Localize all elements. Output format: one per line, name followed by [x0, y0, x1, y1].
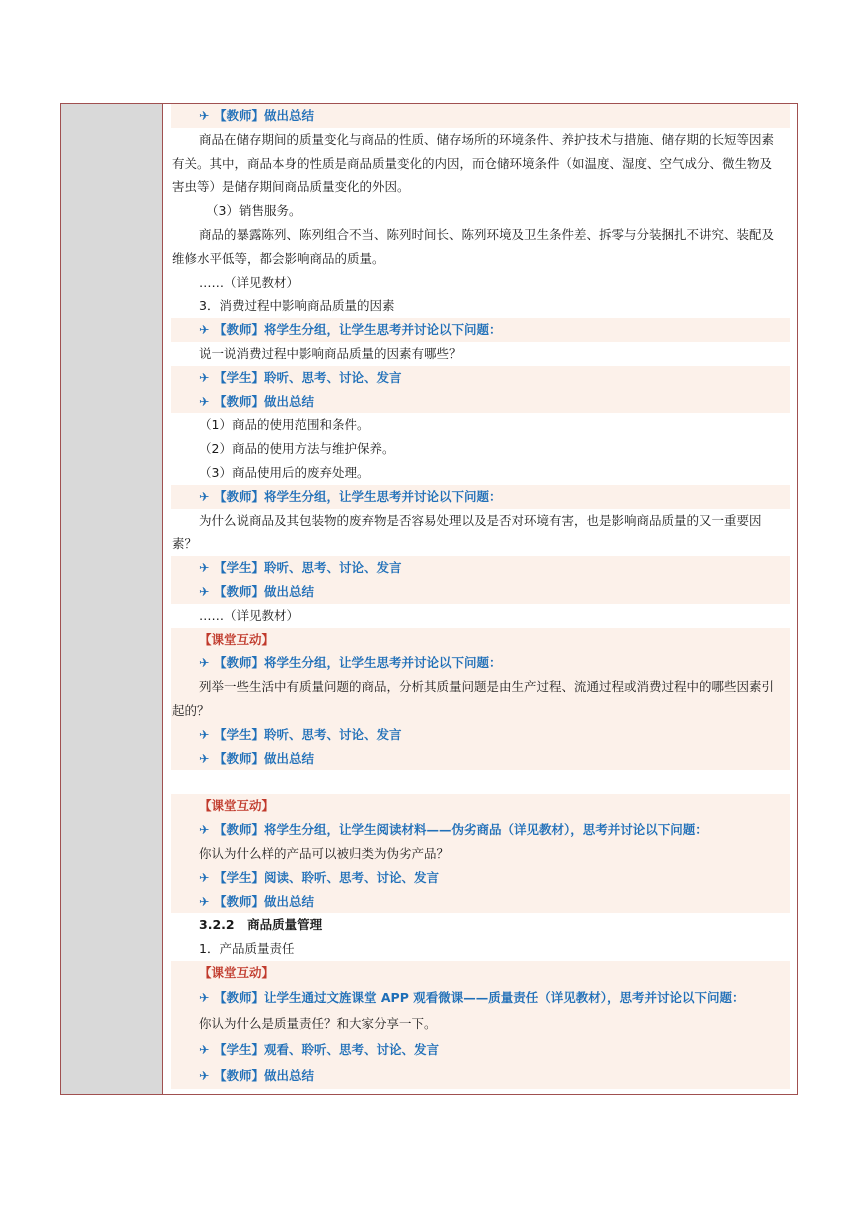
question-line: 为什么说商品及其包装物的废弃物是否容易处理以及是否对环境有害，也是影响商品质量的又一重要因	[199, 512, 762, 528]
list-item: （2）商品的使用方法与维护保养。	[199, 441, 395, 457]
student-activity-line: ✈ 【学生】观看、聆听、思考、讨论、发言	[171, 1037, 790, 1063]
plane-icon: ✈	[199, 869, 210, 885]
plane-icon: ✈	[199, 393, 210, 409]
student-activity-line: ✈ 【学生】聆听、思考、讨论、发言	[171, 723, 790, 747]
student-activity-line: ✈ 【学生】聆听、思考、讨论、发言	[171, 556, 790, 580]
teacher-instruction-line: ✈ 【教师】将学生分组，让学生思考并讨论以下问题：	[171, 485, 790, 509]
list-item: （3）销售服务。	[206, 203, 302, 219]
left-column-cell	[61, 104, 163, 1094]
teacher-instruction-line: ✈ 【教师】将学生分组，让学生阅读材料——伪劣商品（详见教材），思考并讨论以下问题：	[171, 818, 790, 842]
plane-icon: ✈	[199, 655, 210, 671]
plane-icon: ✈	[199, 750, 210, 766]
plane-icon: ✈	[199, 488, 210, 504]
question-line: 起的？	[171, 699, 790, 723]
see-textbook-line: ……（详见教材）	[199, 274, 300, 290]
teacher-summary-line: ✈ 【教师】做出总结	[171, 390, 790, 414]
question-line: 你认为什么是质量责任？和大家分享一下。	[171, 1011, 790, 1037]
teacher-summary-line: ✈ 【教师】做出总结	[171, 1063, 790, 1089]
plane-icon: ✈	[199, 1067, 210, 1083]
paragraph-line: 有关。其中，商品本身的性质是商品质量变化的内因，而仓储环境条件（如温度、湿度、空气成分、微生物及	[172, 155, 773, 171]
content-cell	[163, 104, 797, 1094]
section-heading: 3.2.2 商品质量管理	[199, 917, 323, 933]
subsection-title: 3．消费过程中影响商品质量的因素	[199, 298, 395, 314]
plane-icon: ✈	[199, 108, 210, 123]
question-line: 素？	[172, 536, 198, 552]
see-textbook-line: ……（详见教材）	[199, 607, 300, 623]
question-line: 列举一些生活中有质量问题的商品，分析其质量问题是由生产过程、流通过程或消费过程中的哪些因素引	[171, 675, 790, 699]
teacher-summary-line: ✈ 【教师】做出总结	[171, 890, 790, 914]
plane-icon: ✈	[199, 893, 210, 909]
plane-icon: ✈	[199, 560, 210, 576]
question-line: 你认为什么样的产品可以被归类为伪劣产品？	[171, 842, 790, 866]
plane-icon: ✈	[199, 822, 210, 838]
list-item: （1）商品的使用范围和条件。	[199, 417, 370, 433]
paragraph-line: 害虫等）是储存期间商品质量变化的外因。	[172, 179, 410, 195]
paragraph-line: 维修水平低等，都会影响商品的质量。	[172, 250, 385, 266]
list-item: （3）商品使用后的废弃处理。	[199, 464, 370, 480]
subsection-title: 1．产品质量责任	[199, 941, 295, 957]
student-activity-line: ✈ 【学生】聆听、思考、讨论、发言	[171, 366, 790, 390]
paragraph-line: 商品在储存期间的质量变化与商品的性质、储存场所的环境条件、养护技术与措施、储存期的长短等因素	[199, 131, 775, 147]
plane-icon: ✈	[199, 322, 210, 338]
plane-icon: ✈	[199, 369, 210, 385]
paragraph-line: 商品的暴露陈列、陈列组合不当、陈列时间长、陈列环境及卫生条件差、拆零与分装捆扎不讲究、装配及	[199, 226, 775, 242]
plane-icon: ✈	[199, 1041, 210, 1057]
classroom-interaction-heading: 【课堂互动】	[171, 628, 790, 652]
spacer	[172, 770, 789, 794]
teacher-summary-line: ✈ 【教师】做出总结	[171, 580, 790, 604]
plane-icon: ✈	[199, 989, 210, 1005]
lesson-table	[60, 103, 798, 1095]
teacher-summary-line: ✈ 【教师】做出总结	[171, 747, 790, 771]
student-activity-line: ✈ 【学生】阅读、聆听、思考、讨论、发言	[171, 866, 790, 890]
teacher-instruction-line: ✈ 【教师】将学生分组，让学生思考并讨论以下问题：	[171, 651, 790, 675]
teacher-summary-line: ✈ 【教师】做出总结	[171, 104, 790, 128]
teacher-instruction-line: ✈ 【教师】让学生通过文旌课堂 APP 观看微课——质量责任（详见教材），思考并讨论以下问题：	[171, 985, 790, 1011]
classroom-interaction-heading: 【课堂互动】	[171, 794, 790, 818]
classroom-interaction-heading: 【课堂互动】	[171, 961, 790, 985]
plane-icon: ✈	[199, 726, 210, 742]
question-line: 说一说消费过程中影响商品质量的因素有哪些？	[199, 345, 462, 361]
teacher-instruction-line: ✈ 【教师】将学生分组，让学生思考并讨论以下问题：	[171, 318, 790, 342]
plane-icon: ✈	[199, 583, 210, 599]
